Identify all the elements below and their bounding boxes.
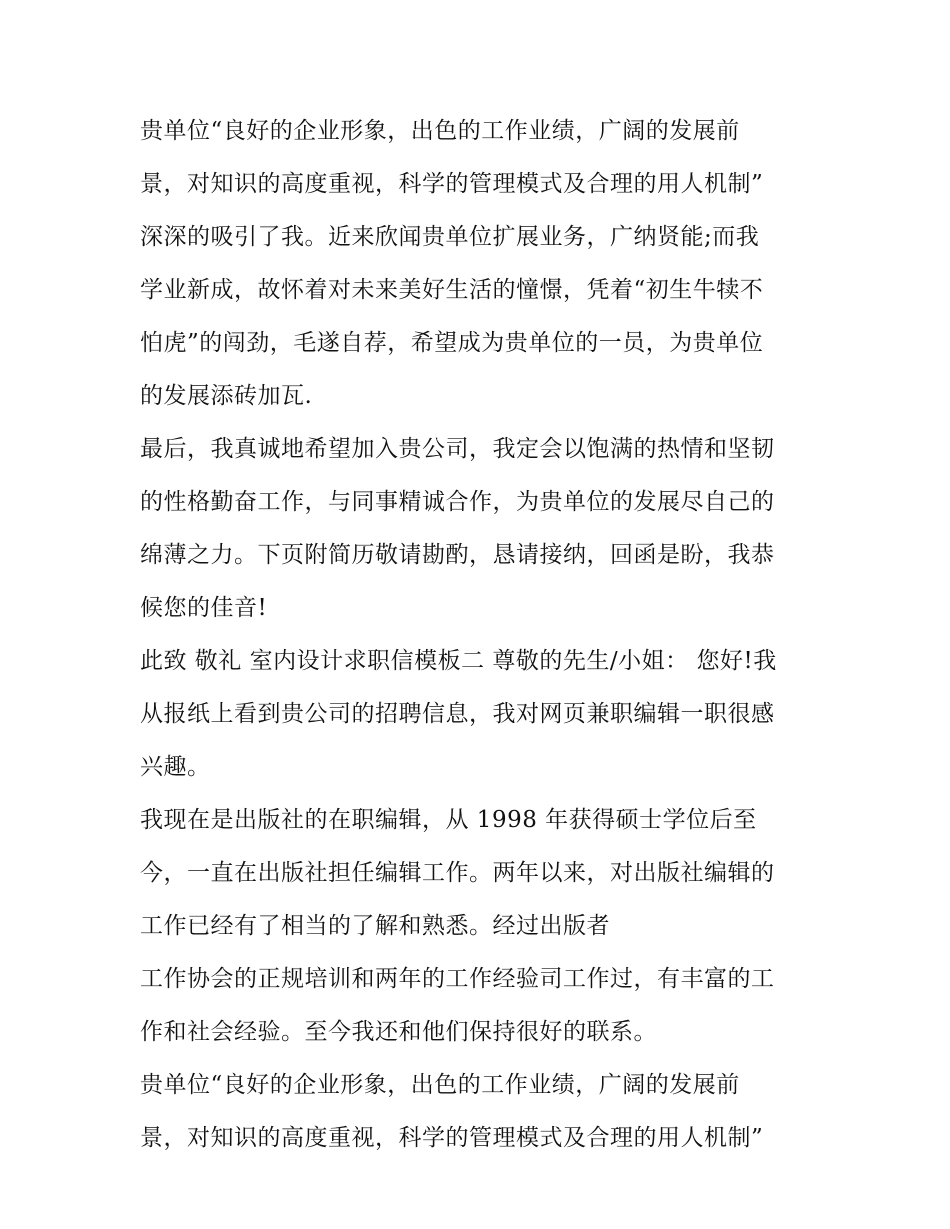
text-line: 怕虎”的闯劲，毛遂自荐，希望成为贵单位的一员，为贵单位 <box>140 330 764 356</box>
text-line: 作和社会经验。至今我还和他们保持很好的联系。 <box>140 1019 657 1045</box>
text-line: 从报纸上看到贵公司的招聘信息，我对网页兼职编辑一职很感 <box>140 701 775 727</box>
text-line: 绵薄之力。下页附简历敬请勘酌，恳请接纳，回函是盼，我恭 <box>140 542 775 568</box>
text-line: 深深的吸引了我。近来欣闻贵单位扩展业务，广纳贤能;而我 <box>140 224 760 250</box>
text-line: 候您的佳音! <box>140 595 268 621</box>
text-line: 贵单位“良好的企业形象，出色的工作业绩，广阔的发展前 <box>140 118 740 144</box>
text-line: 今，一直在出版社担任编辑工作。两年以来，对出版社编辑的 <box>140 860 775 886</box>
text-line: 工作已经有了相当的了解和熟悉。经过出版者 <box>140 913 610 939</box>
text-line: 此致 敬礼 室内设计求职信模板二 尊敬的先生/小姐： 您好!我 <box>140 648 777 674</box>
text-line: 兴趣。 <box>140 754 211 780</box>
text-line: 最后，我真诚地希望加入贵公司，我定会以饱满的热情和坚韧 <box>140 436 775 462</box>
text-line: 学业新成，故怀着对未来美好生活的憧憬，凭着“初生牛犊不 <box>140 277 764 303</box>
text-line: 的性格勤奋工作，与同事精诚合作，为贵单位的发展尽自己的 <box>140 489 775 515</box>
text-line: 贵单位“良好的企业形象，出色的工作业绩，广阔的发展前 <box>140 1072 740 1098</box>
text-line: 景，对知识的高度重视，科学的管理模式及合理的用人机制” <box>140 1125 764 1151</box>
text-line: 景，对知识的高度重视，科学的管理模式及合理的用人机制” <box>140 171 764 197</box>
text-line: 我现在是出版社的在职编辑，从 1998 年获得硕士学位后至 <box>140 807 757 833</box>
text-line: 工作协会的正规培训和两年的工作经验司工作过，有丰富的工 <box>140 966 775 992</box>
document-body <box>140 105 820 1165</box>
text-line: 的发展添砖加瓦. <box>140 383 313 409</box>
